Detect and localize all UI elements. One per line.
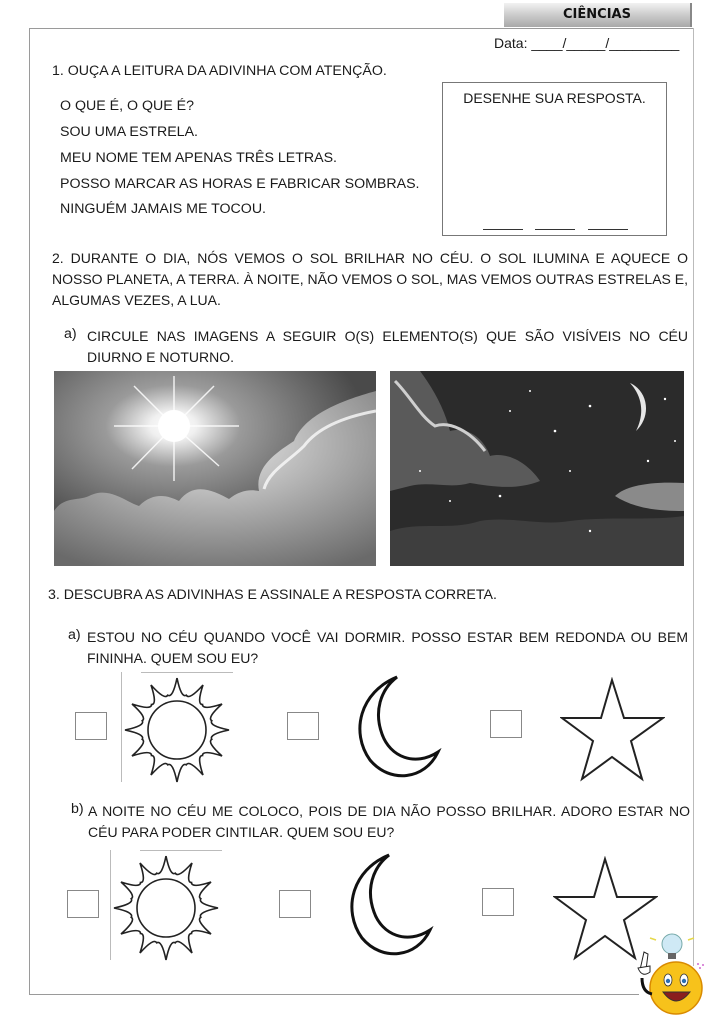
riddle-line: SOU UMA ESTRELA. <box>60 124 198 140</box>
checkbox-star-b[interactable] <box>482 888 514 916</box>
star-icon <box>560 677 665 782</box>
sun-icon <box>121 675 233 783</box>
riddle-line: POSSO MARCAR AS HORAS E FABRICAR SOMBRAS. <box>60 176 420 192</box>
letter-blank[interactable] <box>483 229 523 230</box>
night-sky-illustration <box>390 371 684 566</box>
question-2a-text: CIRCULE NAS IMAGENS A SEGUIR O(S) ELEMENTO(S) QUE SÃO VISÍVEIS NO CÉU DIURNO E NOTURNO. <box>87 328 688 365</box>
night-sky-photo[interactable] <box>390 371 684 566</box>
divider-line <box>141 672 233 673</box>
question-3-title: 3. DESCUBRA AS ADIVINHAS E ASSINALE A RESPOSTA CORRETA. <box>48 587 497 603</box>
question-3a-text: ESTOU NO CÉU QUANDO VOCÊ VAI DORMIR. POSSO ESTAR BEM REDONDA OU BEM FININHA. QUEM SOU EU? <box>87 629 688 666</box>
question-2-text <box>52 248 688 311</box>
page-border-left <box>29 28 30 995</box>
checkbox-moon-a[interactable] <box>287 712 319 740</box>
page-border-top <box>29 28 693 29</box>
day-sky-photo[interactable] <box>54 371 376 566</box>
riddle-line: O QUE É, O QUE É? <box>60 98 195 114</box>
riddle-line: NINGUÉM JAMAIS ME TOCOU. <box>60 201 267 217</box>
date-field[interactable]: Data: ____/_____/_________ <box>494 35 680 51</box>
subject-header: CIÊNCIAS <box>504 3 692 27</box>
question-3b-text: A NOITE NO CÉU ME COLOCO, POIS DE DIA NÃO POSSO BRILHAR. ADORO ESTAR NO CÉU PARA PODER CINTILAR. QUEM SOU EU? <box>88 803 690 840</box>
riddle-line: MEU NOME TEM APENAS TRÊS LETRAS. <box>60 150 337 166</box>
sun-icon <box>110 853 222 961</box>
question-2-paragraph: 2. DURANTE O DIA, NÓS VEMOS O SOL BRILHAR NO CÉU. O SOL ILUMINA E AQUECE O NOSSO PLANETA, A TERRA. À NOITE, NÃO VEMOS O SOL, MAS VEMOS OUTRAS ESTRELAS E, ALGUMAS VEZES, A LUA. <box>52 250 688 308</box>
question-1-title: 1. OUÇA A LEITURA DA ADIVINHA COM ATENÇÃO. <box>52 63 387 79</box>
drawing-answer-box[interactable] <box>442 82 667 236</box>
smiley-lightbulb-icon <box>630 930 710 1020</box>
checkbox-star-a[interactable] <box>490 710 522 738</box>
page-border-bottom <box>29 994 639 995</box>
divider-line <box>140 850 222 851</box>
letter-blank[interactable] <box>535 229 575 230</box>
moon-icon <box>337 850 437 960</box>
checkbox-moon-b[interactable] <box>279 890 311 918</box>
moon-icon <box>345 672 445 782</box>
page-border-right <box>693 28 694 966</box>
checkbox-sun-b[interactable] <box>67 890 99 918</box>
question-3a-marker: a) <box>68 627 81 643</box>
question-2a-marker: a) <box>64 326 77 342</box>
question-3b-marker: b) <box>71 801 84 817</box>
checkbox-sun-a[interactable] <box>75 712 107 740</box>
day-sky-illustration <box>54 371 376 566</box>
letter-blank[interactable] <box>588 229 628 230</box>
drawing-box-label: DESENHE SUA RESPOSTA. <box>463 90 646 106</box>
